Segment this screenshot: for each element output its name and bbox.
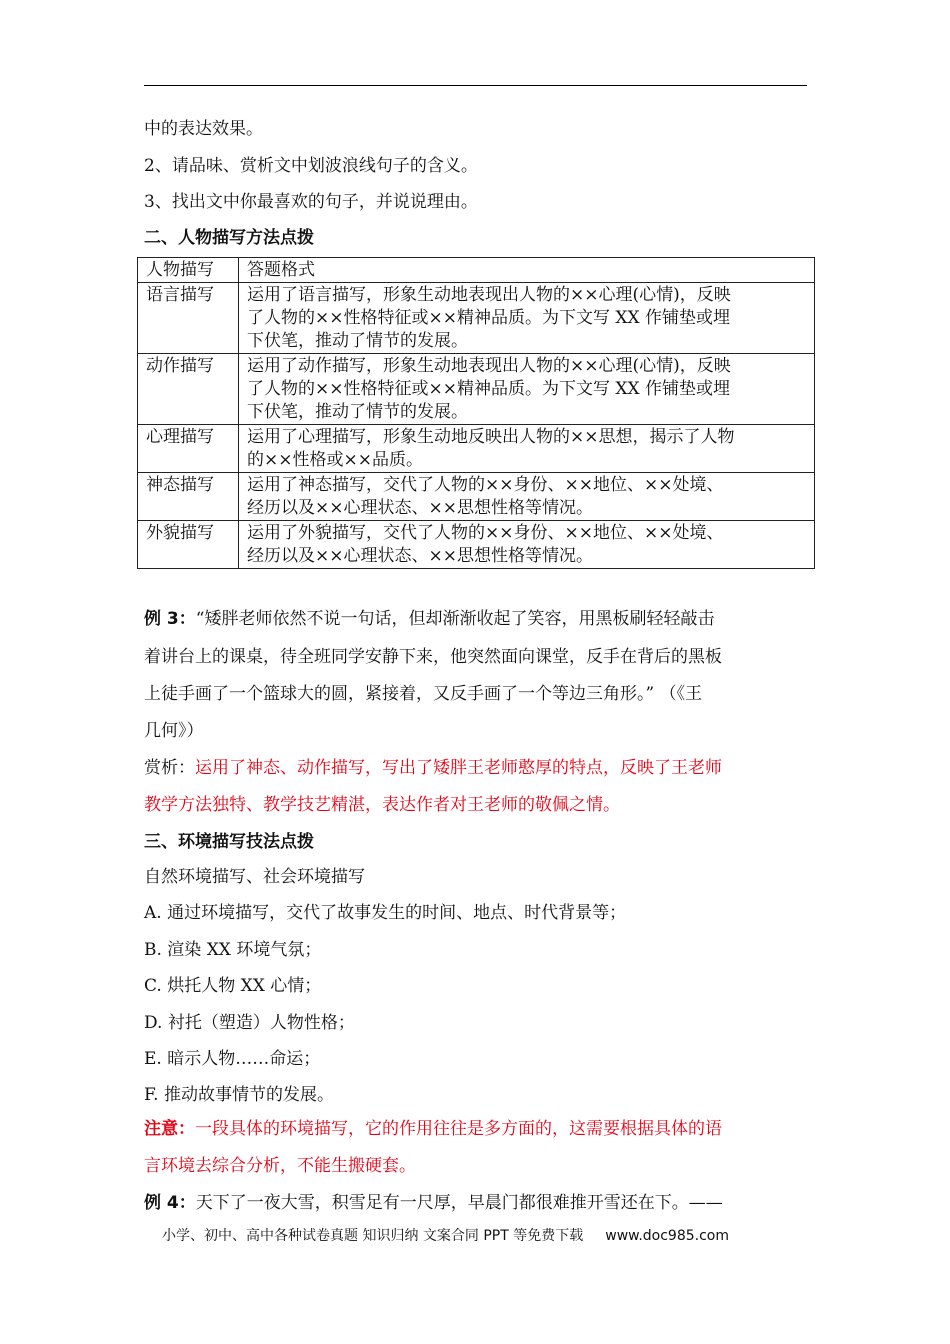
table-row — [138, 354, 815, 425]
example-4-text: 天下了一夜大雪，积雪足有一尺厚，早晨门都很难推开雪还在下。—— — [195, 1193, 723, 1213]
analysis-line: 教学方法独特、教学技艺精湛，表达作者对王老师的敬佩之情。 — [144, 795, 620, 815]
question-2: 2、请品味、赏析文中划波浪线句子的含义。 — [144, 156, 478, 176]
analysis-line — [144, 757, 814, 779]
answer-line: 下伏笔，推动了情节的发展。 — [247, 402, 468, 422]
footer — [162, 1226, 729, 1246]
description-table — [137, 257, 815, 569]
footer-url[interactable]: www.doc985.com — [605, 1228, 729, 1244]
answer-line: 了人物的××性格特征或××精神品质。为下文写 XX 作铺垫或埋 — [247, 308, 730, 328]
row-answer — [239, 425, 815, 473]
answer-line: 经历以及××心理状态、××思想性格等情况。 — [247, 546, 593, 566]
list-item: C. 烘托人物 XX 心情； — [144, 976, 322, 996]
answer-line: 经历以及××心理状态、××思想性格等情况。 — [247, 498, 593, 518]
analysis-label: 赏析： — [144, 758, 195, 778]
answer-line: 的××性格或××品质。 — [247, 450, 423, 470]
example-3-line: 着讲台上的课桌，待全班同学安静下来，他突然面向课堂，反手在背后的黑板 — [144, 647, 722, 667]
note-label: 注意： — [144, 1119, 195, 1139]
row-answer — [239, 473, 815, 521]
example-3-line — [144, 608, 814, 630]
list-item: D. 衬托（塑造）人物性格； — [144, 1013, 355, 1033]
example-3-line: 几何》） — [144, 721, 204, 741]
table-header-row — [138, 258, 815, 283]
example-3-text: “矮胖老师依然不说一句话，但却渐渐收起了笑容，用黑板刷轻轻敲击 — [195, 609, 715, 629]
table-row — [138, 283, 815, 354]
section-3-heading: 三、环境描写技法点拨 — [144, 832, 314, 852]
table-header-cell: 人物描写 — [138, 258, 239, 283]
row-answer — [239, 283, 815, 354]
note-text: 一段具体的环境描写，它的作用往往是多方面的，这需要根据具体的语 — [195, 1119, 722, 1139]
answer-line: 下伏笔，推动了情节的发展。 — [247, 331, 468, 351]
row-answer — [239, 521, 815, 569]
row-type: 语言描写 — [138, 283, 239, 354]
list-item: A. 通过环境描写，交代了故事发生的时间、地点、时代背景等； — [144, 903, 627, 923]
example-4-label: 例 4： — [144, 1193, 196, 1213]
note-line: 言环境去综合分析，不能生搬硬套。 — [144, 1156, 416, 1176]
section-3-intro: 自然环境描写、社会环境描写 — [144, 867, 365, 887]
example-3-label: 例 3： — [144, 609, 196, 629]
list-item: E. 暗示人物……命运； — [144, 1049, 321, 1069]
answer-line: 运用了外貌描写，交代了人物的××身份、××地位、××处境、 — [247, 523, 724, 543]
table-row — [138, 521, 815, 569]
row-type: 外貌描写 — [138, 521, 239, 569]
note-line — [144, 1118, 814, 1140]
text-line: 中的表达效果。 — [144, 119, 263, 139]
analysis-text: 运用了神态、动作描写，写出了矮胖王老师憨厚的特点，反映了王老师 — [195, 758, 722, 778]
answer-line: 运用了心理描写，形象生动地反映出人物的××思想，揭示了人物 — [247, 427, 735, 447]
row-type: 心理描写 — [138, 425, 239, 473]
row-type: 神态描写 — [138, 473, 239, 521]
answer-line: 运用了动作描写，形象生动地表现出人物的××心理(心情)，反映 — [247, 356, 731, 376]
example-3-line: 上徒手画了一个篮球大的圆，紧接着，又反手画了一个等边三角形。” （《王 — [144, 684, 703, 704]
answer-line: 运用了神态描写，交代了人物的××身份、××地位、××处境、 — [247, 475, 724, 495]
answer-line: 运用了语言描写，形象生动地表现出人物的××心理(心情)，反映 — [247, 285, 731, 305]
row-answer — [239, 354, 815, 425]
answer-line: 了人物的××性格特征或××精神品质。为下文写 XX 作铺垫或埋 — [247, 379, 730, 399]
table-row — [138, 473, 815, 521]
table-header-cell: 答题格式 — [239, 258, 815, 283]
example-4-line — [144, 1192, 814, 1214]
header-rule — [144, 85, 807, 86]
section-2-heading: 二、人物描写方法点拨 — [144, 228, 314, 248]
table-row — [138, 425, 815, 473]
question-3: 3、找出文中你最喜欢的句子，并说说理由。 — [144, 192, 478, 212]
list-item: F. 推动故事情节的发展。 — [144, 1085, 334, 1105]
row-type: 动作描写 — [138, 354, 239, 425]
footer-text: 小学、初中、高中各种试卷真题 知识归纳 文案合同 PPT 等免费下载 — [162, 1228, 584, 1244]
list-item: B. 渲染 XX 环境气氛； — [144, 940, 322, 960]
